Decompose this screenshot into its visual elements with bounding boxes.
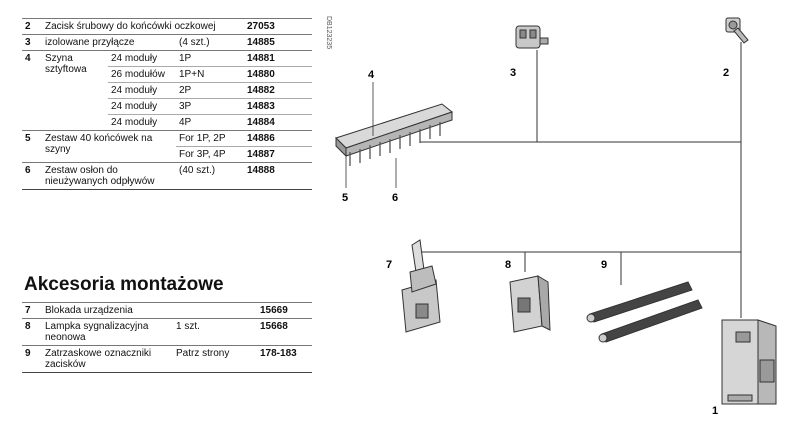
item-description: Zestaw osłon do nieużywanych odpływów bbox=[42, 163, 176, 190]
item-number: 8 bbox=[22, 319, 42, 346]
callout-8: 8 bbox=[505, 259, 512, 271]
item-modules: 26 modułów bbox=[108, 67, 176, 83]
item-number: 6 bbox=[22, 163, 42, 190]
item-spec: 3P bbox=[176, 99, 244, 115]
item-number: 9 bbox=[22, 346, 42, 373]
item-description: Zacisk śrubowy do końcówki oczkowej bbox=[42, 19, 244, 35]
item-code: 14886 bbox=[244, 131, 312, 147]
item-code: 15669 bbox=[257, 303, 312, 319]
item-description: izolowane przyłącze bbox=[42, 35, 176, 51]
item-code: 14888 bbox=[244, 163, 312, 190]
item-spec: 1P bbox=[176, 51, 244, 67]
item-spec: 2P bbox=[176, 83, 244, 99]
item-code: 14887 bbox=[244, 147, 312, 163]
item-description: Lampka sygnalizacyjna neonowa bbox=[42, 319, 173, 346]
item-description: Blokada urządzenia bbox=[42, 303, 173, 319]
item-spec: For 1P, 2P bbox=[176, 131, 244, 147]
item-code: 14881 bbox=[244, 51, 312, 67]
item-description: Zestaw 40 końcówek na szyny bbox=[42, 131, 176, 163]
item-number: 2 bbox=[22, 19, 42, 35]
device-lock-illustration bbox=[402, 240, 440, 332]
callout-6: 6 bbox=[392, 192, 399, 204]
comb-busbar-illustration bbox=[336, 104, 452, 156]
item-modules: 24 moduły bbox=[108, 83, 176, 99]
item-description: Zatrzaskowe oznaczniki zacisków bbox=[42, 346, 173, 373]
callout-1: 1 bbox=[712, 405, 719, 417]
insulated-connector-illustration bbox=[516, 26, 548, 48]
drawing-reference: DB123235 bbox=[325, 16, 332, 50]
item-spec: 1P+N bbox=[176, 67, 244, 83]
callout-9: 9 bbox=[601, 259, 608, 271]
callout-3: 3 bbox=[510, 67, 517, 79]
callout-5: 5 bbox=[342, 192, 349, 204]
modular-device-illustration bbox=[722, 320, 776, 404]
item-description: Szyna sztyftowa bbox=[42, 51, 108, 131]
item-code: 14885 bbox=[244, 35, 312, 51]
neon-lamp-illustration bbox=[510, 276, 550, 332]
item-number: 7 bbox=[22, 303, 42, 319]
item-modules: 24 moduły bbox=[108, 99, 176, 115]
terminal-markers-illustration bbox=[587, 282, 702, 342]
item-modules: 24 moduły bbox=[108, 115, 176, 131]
item-modules: 24 moduły bbox=[108, 51, 176, 67]
item-code: 14884 bbox=[244, 115, 312, 131]
item-number: 3 bbox=[22, 35, 42, 51]
item-code: 15668 bbox=[257, 319, 312, 346]
item-spec: 4P bbox=[176, 115, 244, 131]
item-spec: (40 szt.) bbox=[176, 163, 244, 190]
section-heading: Akcesoria montażowe bbox=[24, 274, 224, 295]
callout-2: 2 bbox=[723, 67, 730, 79]
item-number: 5 bbox=[22, 131, 42, 163]
item-code: 14882 bbox=[244, 83, 312, 99]
item-code: 178-183 bbox=[257, 346, 312, 373]
callout-7: 7 bbox=[386, 259, 393, 271]
item-spec: 1 szt. bbox=[173, 319, 257, 346]
item-code: 14883 bbox=[244, 99, 312, 115]
item-number: 4 bbox=[22, 51, 42, 131]
item-spec: (4 szt.) bbox=[176, 35, 244, 51]
item-code: 27053 bbox=[244, 19, 312, 35]
item-spec: Patrz strony bbox=[173, 346, 257, 373]
screw-terminal-illustration bbox=[726, 18, 748, 43]
callout-4: 4 bbox=[368, 69, 375, 81]
item-spec: For 3P, 4P bbox=[176, 147, 244, 163]
item-code: 14880 bbox=[244, 67, 312, 83]
